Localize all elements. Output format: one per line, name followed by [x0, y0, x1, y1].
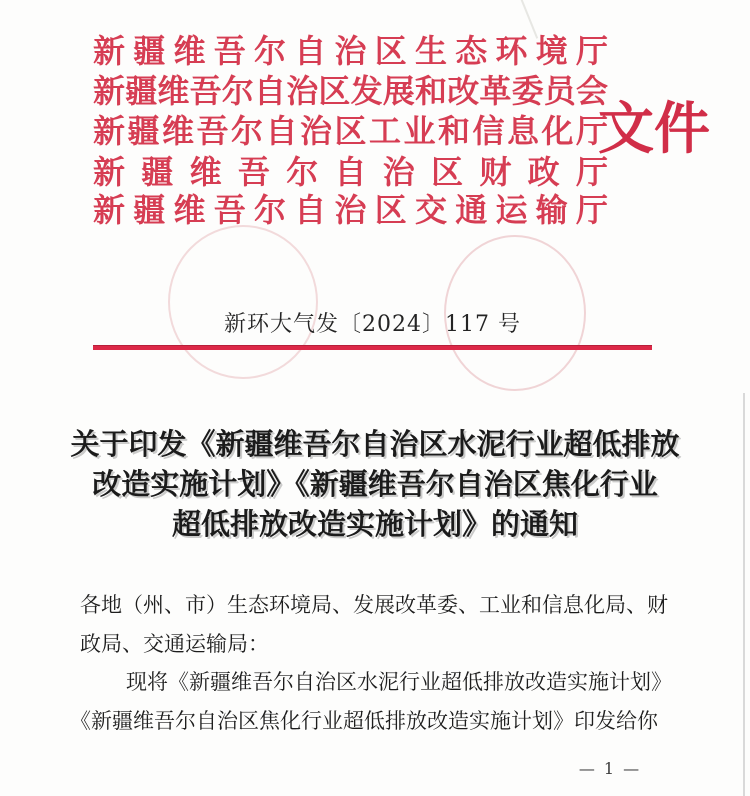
- agency-line-transport: 新疆维吾尔自治区交通运输厅: [93, 191, 608, 229]
- body-line-addressees-1: 各地（州、市）生态环境局、发展改革委、工业和信息化局、财: [80, 593, 668, 617]
- title-line-1: 关于印发《新疆维吾尔自治区水泥行业超低排放: [70, 427, 680, 461]
- red-separator-rule: [93, 345, 652, 350]
- agency-line-ecology-environment: 新疆维吾尔自治区生态环境厅: [93, 32, 608, 70]
- body-text: [70, 586, 672, 740]
- faint-seal-circle-left: [168, 225, 318, 379]
- body-line-addressees-2: 政局、交通运输局：: [80, 631, 269, 656]
- page-number: — 1 —: [578, 759, 642, 778]
- agency-line-finance: 新疆维吾尔自治区财政厅: [93, 153, 608, 191]
- body-line-paragraph-1: 现将《新疆维吾尔自治区水泥行业超低排放改造实施计划》: [126, 670, 672, 694]
- doc-type-label: 文件: [598, 96, 710, 162]
- letterhead-agency-list: [93, 0, 608, 240]
- agency-line-industry-it: 新疆维吾尔自治区工业和信息化厅: [93, 112, 608, 150]
- title-line-2: 改造实施计划》《新疆维吾尔自治区焦化行业: [92, 467, 658, 501]
- agency-line-development-reform: 新疆维吾尔自治区发展和改革委员会: [93, 72, 608, 110]
- title-line-3: 超低排放改造实施计划》的通知: [171, 507, 578, 541]
- doc-reference-number: 新环大气发〔2024〕117 号: [224, 312, 521, 337]
- body-line-paragraph-2: 《新疆维吾尔自治区焦化行业超低排放改造实施计划》印发给你: [70, 708, 658, 733]
- document-title: [65, 424, 685, 544]
- scan-edge-line: [743, 393, 745, 796]
